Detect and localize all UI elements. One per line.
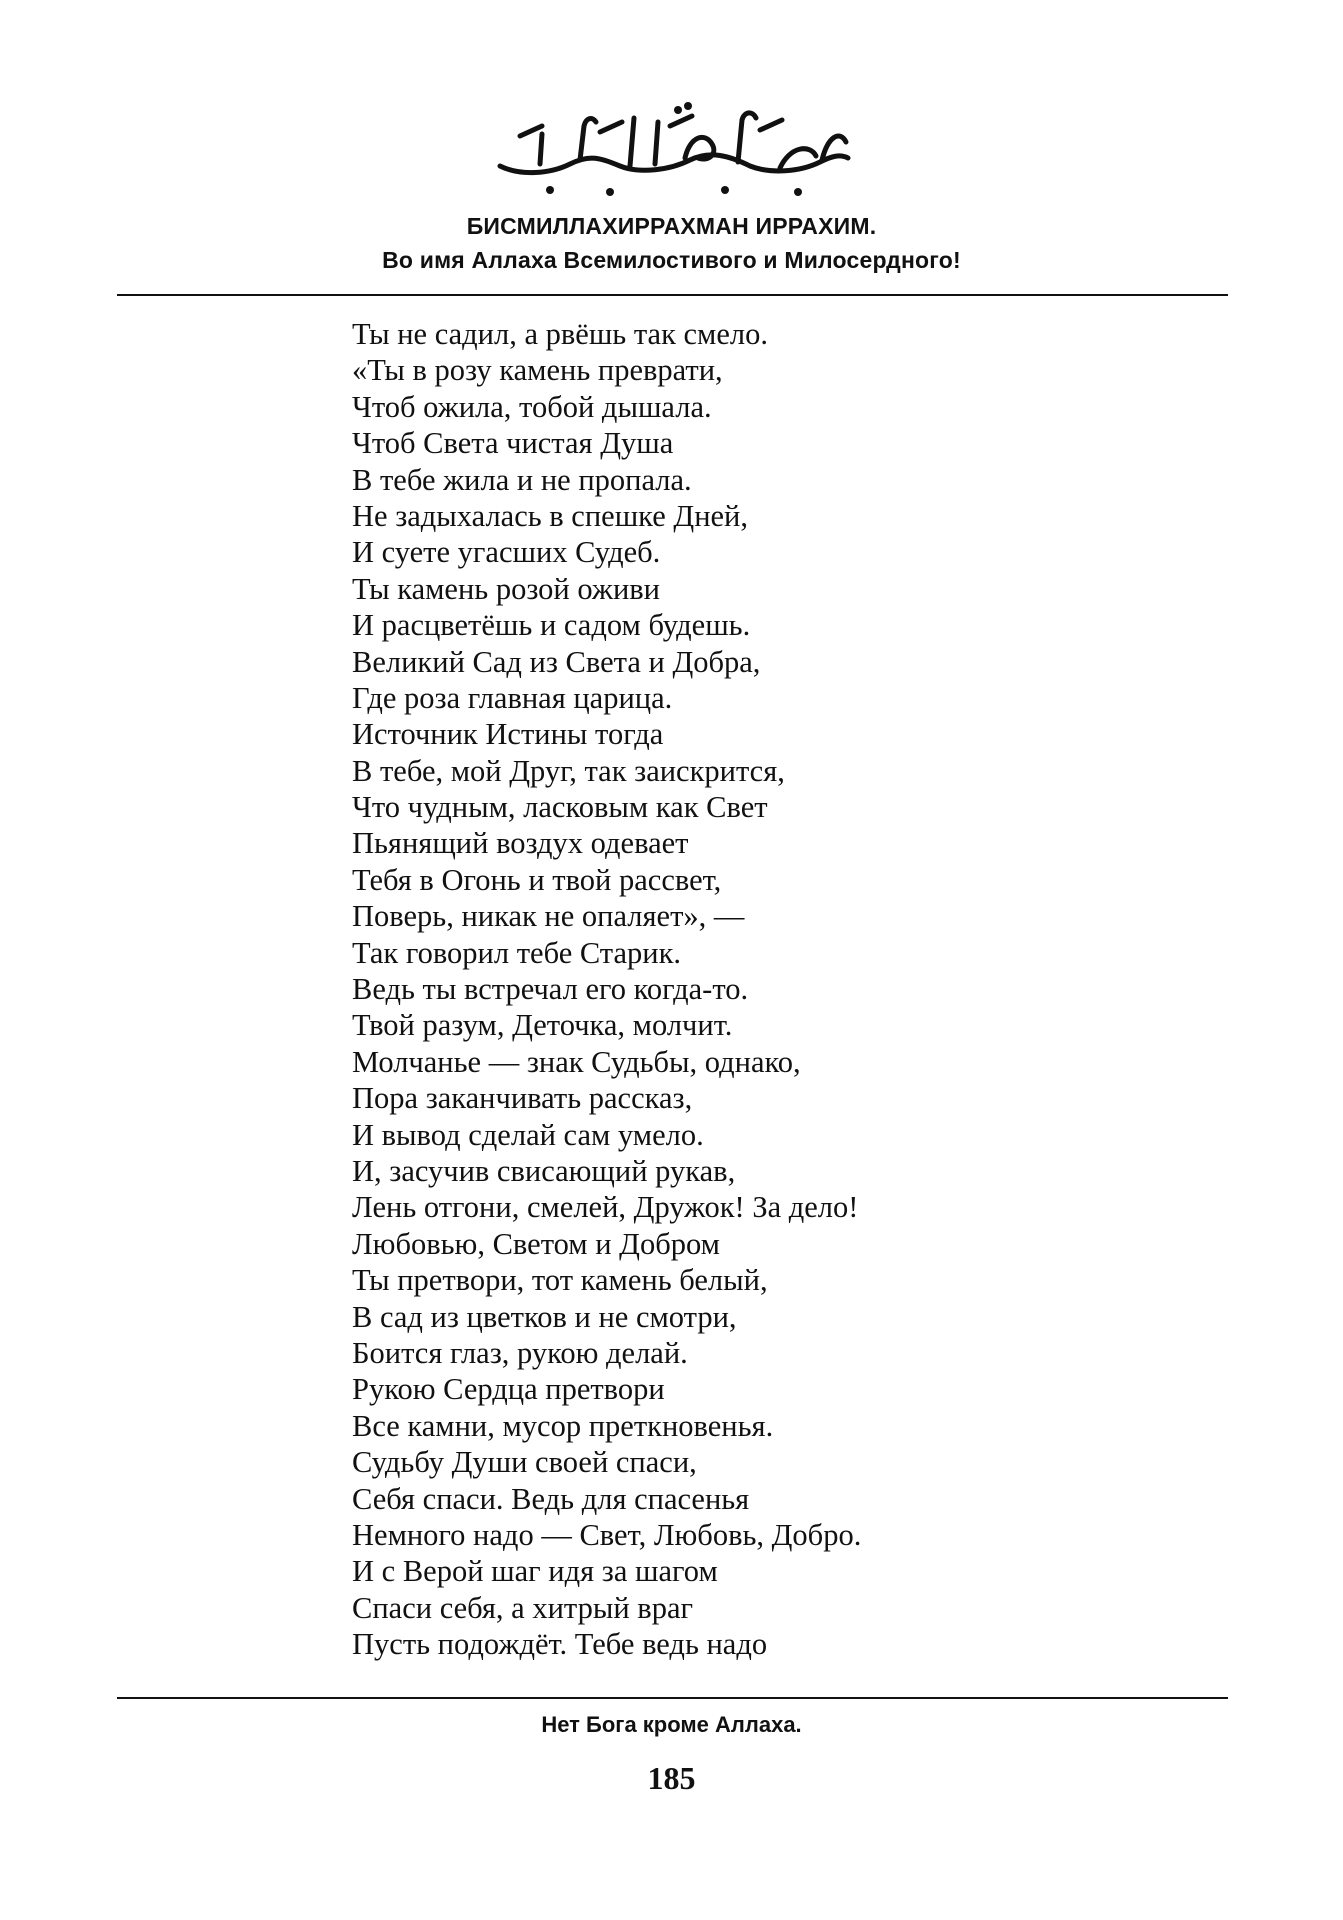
poem-line: И, засучив свисающий рукав, xyxy=(352,1153,736,1188)
poem-line: «Ты в розу камень преврати, xyxy=(352,353,723,388)
poem-line: Где роза главная царица. xyxy=(352,680,673,715)
poem-line: Рукою Сердца претвори xyxy=(352,1372,665,1407)
poem-line: Тебя в Огонь и твой рассвет, xyxy=(352,862,722,897)
poem-line: Что чудным, ласковым как Свет xyxy=(352,790,768,825)
poem-line: В тебе, мой Друг, так заискрится, xyxy=(352,753,785,788)
top-divider xyxy=(117,294,1228,296)
poem-line: Немного надо — Свет, Любовь, Добро. xyxy=(352,1517,862,1552)
poem-line: Пьянящий воздух одевает xyxy=(352,826,689,861)
poem-line: Ты камень розой оживи xyxy=(352,571,660,606)
poem-line: И с Верой шаг идя за шагом xyxy=(352,1554,718,1589)
poem-line: И вывод сделай сам умело. xyxy=(352,1117,704,1152)
poem-line: И расцветёшь и садом будешь. xyxy=(352,608,751,643)
poem-line: Спаси себя, а хитрый враг xyxy=(352,1590,693,1625)
poem-line: Не задыхалась в спешке Дней, xyxy=(352,498,749,533)
poem-line: Пора заканчивать рассказ, xyxy=(352,1081,693,1116)
poem-line: Пусть подождёт. Тебе ведь надо xyxy=(352,1627,768,1662)
poem-line: Все камни, мусор преткновенья. xyxy=(352,1408,774,1443)
poem-line: Чтоб ожила, тобой дышала. xyxy=(352,389,712,424)
poem-line: Боится глаз, рукою делай. xyxy=(352,1335,688,1370)
arabic-calligraphy-icon xyxy=(480,96,860,206)
poem-line: Любовью, Светом и Добром xyxy=(352,1226,720,1261)
poem-line: Ты претвори, тот камень белый, xyxy=(352,1263,768,1298)
poem-line: Поверь, никак не опаляет», — xyxy=(352,899,745,934)
poem-line: Молчанье — знак Судьбы, однако, xyxy=(352,1044,801,1079)
poem-line: Себя спаси. Ведь для спасенья xyxy=(352,1481,750,1516)
header-title: БИСМИЛЛАХИРРАХМАН ИРРАХИМ. xyxy=(466,213,877,239)
poem-line: Ты не садил, а рвёшь так смело. xyxy=(352,317,768,351)
page-number: 185 xyxy=(647,1760,696,1796)
poem-line: Великий Сад из Света и Добра, xyxy=(352,644,761,679)
poem-line: В тебе жила и не пропала. xyxy=(352,462,692,497)
poem-line: Судьбу Души своей спаси, xyxy=(352,1445,697,1480)
poem-line: Источник Истины тогда xyxy=(352,717,664,752)
poem-line: И суете угасших Судеб. xyxy=(352,535,661,570)
poem-text xyxy=(352,316,861,1662)
poem-line: Твой разум, Деточка, молчит. xyxy=(352,1008,733,1043)
poem-line: Ведь ты встречал его когда-то. xyxy=(352,972,749,1007)
poem-line: Так говорил тебе Старик. xyxy=(352,935,682,970)
poem-line: В сад из цветков и не смотри, xyxy=(352,1299,737,1334)
footer-text: Нет Бога кроме Аллаха. xyxy=(541,1712,802,1737)
poem-line: Чтоб Света чистая Душа xyxy=(352,426,674,461)
bottom-divider xyxy=(117,1697,1228,1699)
header-subtitle: Во имя Аллаха Всемилостивого и Милосердного! xyxy=(382,247,961,273)
poem-line: Лень отгони, смелей, Дружок! За дело! xyxy=(352,1190,859,1225)
